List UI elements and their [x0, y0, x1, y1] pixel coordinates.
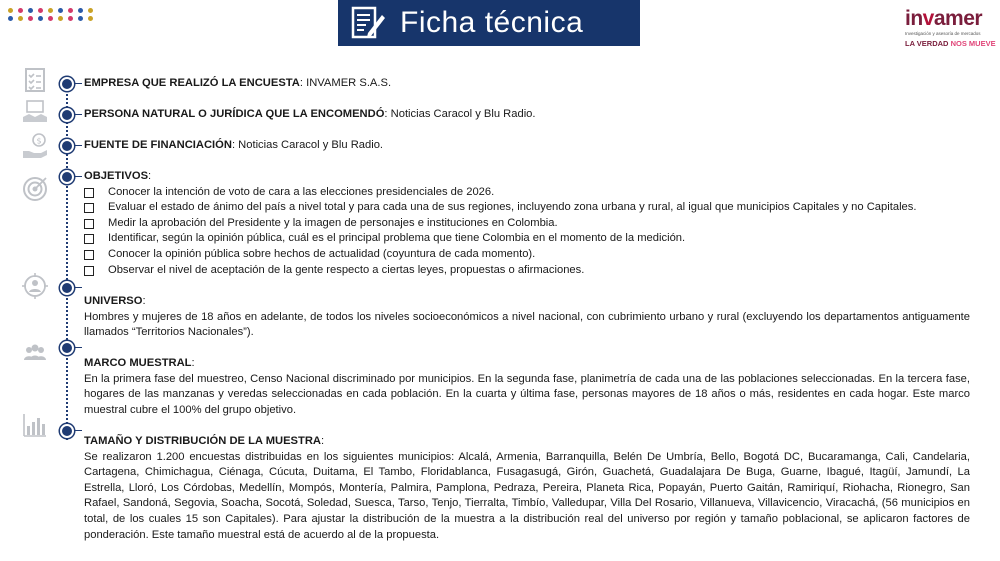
timeline-line — [66, 82, 68, 440]
timeline-connector — [74, 287, 82, 288]
universo-label: UNIVERSO — [84, 295, 143, 307]
timeline-connector — [74, 145, 82, 146]
fuente-label: FUENTE DE FINANCIACIÓN — [84, 139, 232, 151]
decorative-dot — [48, 8, 53, 13]
list-item: Medir la aprobación del Presidente y la imagen de personajes e instituciones en Colombia. — [84, 216, 970, 232]
timeline-node — [60, 139, 74, 153]
list-item: Identificar, según la opinión pública, cuál es el principal problema que tiene Colombia en el momento de la medición. — [84, 231, 970, 247]
checkbox-bullet-icon — [84, 203, 94, 213]
empresa-label: EMPRESA QUE REALIZÓ LA ENCUESTA — [84, 77, 300, 89]
list-item: Conocer la opinión pública sobre hechos de actualidad (coyuntura de cada momento). — [84, 247, 970, 263]
timeline-node — [60, 170, 74, 184]
target-icon — [22, 176, 48, 202]
list-item: Evaluar el estado de ánimo del país a nivel total y para cada una de sus regiones, incluyendo zona urbana y rural, al igual que municipios Capitales y no Capitales. — [84, 200, 970, 216]
empresa-value: : INVAMER S.A.S. — [299, 77, 392, 89]
decorative-dot — [8, 8, 13, 13]
logo-tagline: Investigación y asesoría de mercados — [905, 31, 981, 36]
checkbox-bullet-icon — [84, 219, 94, 229]
decorative-dot — [78, 16, 83, 21]
checkbox-bullet-icon — [84, 250, 94, 260]
decorative-dot — [58, 16, 63, 21]
checkbox-bullet-icon — [84, 234, 94, 244]
list-item: Observar el nivel de aceptación de la gente respecto a ciertas leyes, propuestas o afirmaciones. — [84, 263, 970, 279]
timeline-node — [60, 281, 74, 295]
section-objetivos: OBJETIVOS: Conocer la intención de voto de cara a las elecciones presidenciales de 2026. Evaluar el estado de ánimo del país a nivel total y para cada una de sus regiones, incluyendo zona urbana y rural, al igual que municipios Capitales y no Capitales. Medir la aprobación del Presidente y la imagen de personajes e instituciones en Colombia. Identificar, según la opinión pública, cuál es el principal problema que tiene Colombia en el momento de la medición. Conocer la opinión pública sobre hechos de actualidad (coyuntura de cada momento). Observar el nivel de aceptación de la gente respecto a ciertas leyes, propuestas o afirmaciones. — [84, 169, 970, 278]
checkbox-bullet-icon — [84, 188, 94, 198]
logo-wordmark: invamer — [905, 7, 983, 30]
list-item: Conocer la intención de voto de cara a las elecciones presidenciales de 2026. — [84, 185, 970, 201]
invamer-logo — [905, 8, 997, 48]
timeline-node — [60, 108, 74, 122]
section-marco-muestral: MARCO MUESTRAL: En la primera fase del muestreo, Censo Nacional discriminado por municipios. En la segunda fase, planimetría de cada una de las poblaciones seleccionadas. En la tercera fase, hogares de las manzanas y veredas seleccionadas en cada población. En la cuarta y última fase, personas mayores de 18 años o más, residentes en cada hogar. Este marco muestral cubre el 100% del grupo objetivo. — [84, 356, 970, 418]
decorative-dot — [8, 16, 13, 21]
handshake-icon — [22, 100, 48, 126]
persona-label: PERSONA NATURAL O JURÍDICA QUE LA ENCOMENDÓ — [84, 108, 385, 120]
decorative-dot — [68, 8, 73, 13]
decorative-dot — [88, 8, 93, 13]
timeline-node — [60, 424, 74, 438]
section-universo: UNIVERSO: Hombres y mujeres de 18 años en adelante, de todos los niveles socioeconómicos a nivel nacional, con cubrimiento urbano y rural (excluyendo los departamentos antiguamente llamados “Territorios Nacionales”). — [84, 294, 970, 341]
tamano-label: TAMAÑO Y DISTRIBUCIÓN DE LA MUESTRA — [84, 435, 322, 447]
decorative-dot — [58, 8, 63, 13]
svg-text:$: $ — [36, 136, 42, 146]
universo-text: Hombres y mujeres de 18 años en adelante, de todos los niveles socioeconómicos a nivel nacional, con cubrimiento urbano y rural (excluyendo los departamentos antiguamente llamados “Territorios Nacionales”). — [84, 310, 970, 339]
title-banner — [338, 0, 640, 46]
timeline-node — [60, 341, 74, 355]
person-target-icon — [22, 273, 48, 299]
objetivos-label: OBJETIVOS — [84, 170, 149, 182]
timeline-connector — [74, 114, 82, 115]
checkbox-bullet-icon — [84, 266, 94, 276]
marco-label: MARCO MUESTRAL — [84, 357, 192, 369]
page-title: Ficha técnica — [400, 6, 584, 39]
decorative-dot — [78, 8, 83, 13]
document-edit-icon — [348, 3, 388, 43]
group-icon — [22, 340, 48, 366]
decorative-dot — [68, 16, 73, 21]
money-hand-icon — [22, 133, 48, 159]
decorative-dot — [88, 16, 93, 21]
timeline-connector — [74, 430, 82, 431]
fuente-value: : Noticias Caracol y Blu Radio. — [231, 139, 384, 151]
timeline-node — [60, 77, 74, 91]
section-fuente — [84, 138, 970, 154]
tamano-text: Se realizaron 1.200 encuestas distribuidas en los siguientes municipios: Alcalá, Armenia, Barranquilla, Belén De Umbría, Bello, Bogotá DC, Bucaramanga, Cali, Candelaria, Cartagena, Chimichagua, Ciénaga, Cúcuta, Duitama, El Tambo, Floridablanca, Fusagasugá, Girón, Guachetá, Guadalajara De Buga, Guarne, Ibagué, Itagüí, Jamundí, La Estrella, Lloró, Los Córdobas, Medellín, Mompós, Montería, Palmira, Pamplona, Pedraza, Pereira, Planeta Rica, Popayán, Puerto Gaitán, Ramiriquí, Riohacha, Rionegro, San Rafael, Sandoná, Segovia, Soacha, Socotá, Soledad, Suesca, Tarso, Tenjo, Tierralta, Timbío, Valledupar, Villa Del Rosario, Villanueva, Villavicencio, Viracachá, (56 municipios en total, de los cuales 15 son Capitales). Para ajustar la distribución de la muestra a la distribución real del universo por región y tamaño poblacional, se aplicaron factores de ponderación. Este tamaño muestral está de acuerdo al de la propuesta. — [84, 450, 970, 541]
timeline-connector — [74, 83, 82, 84]
decorative-dot — [38, 8, 43, 13]
decorative-dot — [38, 16, 43, 21]
bar-chart-icon — [22, 412, 48, 438]
timeline-connector — [74, 347, 82, 348]
decorative-dot — [48, 16, 53, 21]
section-persona — [84, 107, 970, 123]
decorative-dots — [8, 8, 95, 21]
section-tamano-muestra: TAMAÑO Y DISTRIBUCIÓN DE LA MUESTRA: Se realizaron 1.200 encuestas distribuidas en los siguientes municipios: Alcalá, Armenia, Barranquilla, Belén De Umbría, Bello, Bogotá DC, Bucaramanga, Cali, Candelaria, Cartagena, Chimichagua, Ciénaga, Cúcuta, Duitama, El Tambo, Floridablanca, Fusagasugá, Girón, Guachetá, Guadalajara De Buga, Guarne, Ibagué, Itagüí, Jamundí, La Estrella, Lloró, Los Córdobas, Medellín, Mompós, Montería, Palmira, Pamplona, Pedraza, Pereira, Planeta Rica, Popayán, Puerto Gaitán, Ramiriquí, Riohacha, Rionegro, San Rafael, Sandoná, Segovia, Soacha, Socotá, Soledad, Suesca, Tarso, Tenjo, Tierralta, Timbío, Valledupar, Villa Del Rosario, Villanueva, Villavicencio, Viracachá, (56 municipios en total, de los cuales 15 son Capitales). Para ajustar la distribución de la muestra a la distribución real del universo por región y tamaño poblacional, se aplicaron factores de ponderación. Este tamaño muestral está de acuerdo al de la propuesta. — [84, 434, 970, 543]
marco-text: En la primera fase del muestreo, Censo Nacional discriminado por municipios. En la segunda fase, planimetría de cada una de las poblaciones seleccionadas. En la tercera fase, hogares de las manzanas y veredas seleccionadas en cada población. En la cuarta y última fase, personas mayores de 18 años o más, residentes en cada hogar. Este marco muestral cubre el 100% del grupo objetivo. — [84, 372, 970, 416]
section-empresa — [84, 76, 970, 92]
logo-slogan: LA VERDAD NOS MUEVE — [905, 39, 996, 48]
decorative-dot — [18, 8, 23, 13]
persona-value: : Noticias Caracol y Blu Radio. — [384, 108, 536, 120]
decorative-dot — [28, 8, 33, 13]
checklist-icon — [22, 67, 48, 93]
decorative-dot — [28, 16, 33, 21]
timeline-connector — [74, 176, 82, 177]
decorative-dot — [18, 16, 23, 21]
